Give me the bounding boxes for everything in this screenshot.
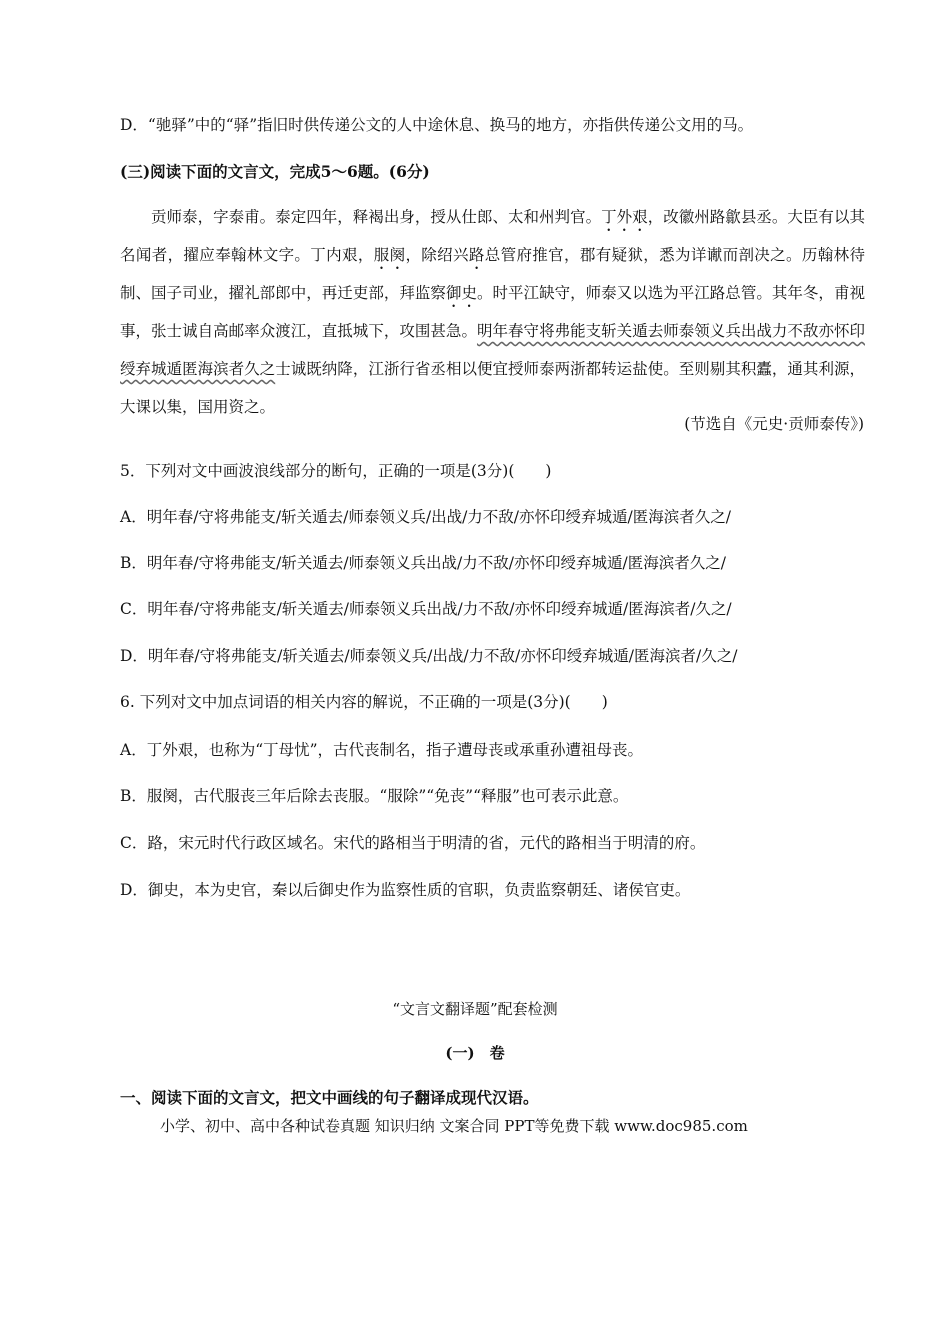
- dotted-term: 服阕: [373, 246, 406, 264]
- question-6-option-b: B．服阕，古代服丧三年后除去丧服。“服除”“免丧”“释服”也可表示此意。: [120, 787, 629, 805]
- dotted-term: 御史: [445, 284, 477, 302]
- passage-text: ，改徽州路歙县丞。大臣有以其名闻者，擢应奉翰林文字。丁内艰，: [120, 208, 865, 264]
- option-d-previous: D．“驰驿”中的“驿”指旧时供传递公文的人中途休息、换马的地方，亦指供传递公文用的马。: [120, 116, 754, 134]
- volume-title: (一) 卷: [445, 1044, 505, 1062]
- passage-text: 贡师泰，字泰甫。泰定四年，释褐出身，授从仕郎、太和州判官。: [151, 208, 602, 226]
- question-5-option-d: D．明年春/守将弗能支/斩关遁去/师泰领义兵/出战/力不敌/亦怀印绶弃城遁/匿海滨者/久之/: [120, 647, 738, 665]
- question-6-stem: 6. 下列对文中加点词语的相关内容的解说，不正确的一项是(3分)( ): [120, 693, 608, 711]
- dotted-term: 路: [468, 246, 485, 264]
- check-title: “文言文翻译题”配套检测: [392, 1000, 558, 1018]
- part-one-heading: 一、阅读下面的文言文，把文中画线的句子翻译成现代汉语。: [120, 1088, 539, 1107]
- question-6-option-a: A．丁外艰，也称为“丁母忧”，古代丧制名，指子遭母丧或承重孙遭祖母丧。: [120, 741, 644, 759]
- passage-paragraph: [120, 198, 865, 426]
- question-6-option-c: C．路，宋元时代行政区域名。宋代的路相当于明清的省，元代的路相当于明清的府。: [120, 834, 706, 852]
- dotted-term: 丁外艰: [601, 208, 648, 226]
- question-5-stem: 5．下列对文中画波浪线部分的断句，正确的一项是(3分)( ): [120, 462, 552, 480]
- wavy-underlined-text: 明年春守将弗能支斩关遁去师泰领义兵出战力不敌亦怀印绶弃城遁匿海滨者久之: [120, 322, 865, 378]
- passage-text: 士诚既纳降，江浙行省丞相以便宜授师泰两浙都转运盐使。至则剔其积蠹，通其利源，大课以集，国用资之。: [120, 360, 865, 416]
- passage-text: 。时平江缺守，师泰又以选为平江路总管。其年冬，甫视事，张士诚自高邮率众渡江，直抵城下，攻围甚急。: [120, 284, 865, 340]
- passage-text: 总管府推官，郡有疑狱，悉为详谳而剖决之。历翰林待制、国子司业，擢礼部郎中，再迁吏部，拜监察: [120, 246, 865, 302]
- question-5-option-a: A．明年春/守将弗能支/斩关遁去/师泰领义兵/出战/力不敌/亦怀印绶弃城遁/匿海滨者久之/: [120, 508, 731, 526]
- question-5-option-c: C．明年春/守将弗能支/斩关遁去/师泰领义兵出战/力不敌/亦怀印绶弃城遁/匿海滨者/久之/: [120, 600, 732, 618]
- section-heading: (三)阅读下面的文言文，完成5～6题。(6分): [120, 162, 430, 181]
- footer-note: 小学、初中、高中各种试卷真题 知识归纳 文案合同 PPT等免费下载 www.doc985.com: [160, 1117, 748, 1135]
- question-5-option-b: B．明年春/守将弗能支/斩关遁去/师泰领义兵出战/力不敌/亦怀印绶弃城遁/匿海滨者久之/: [120, 554, 726, 572]
- question-6-option-d: D．御史，本为史官，秦以后御史作为监察性质的官职，负责监察朝廷、诸侯官吏。: [120, 881, 691, 899]
- passage-source: (节选自《元史·贡师泰传》): [684, 415, 864, 433]
- passage: [120, 198, 865, 426]
- passage-text: ，除绍兴: [405, 246, 469, 264]
